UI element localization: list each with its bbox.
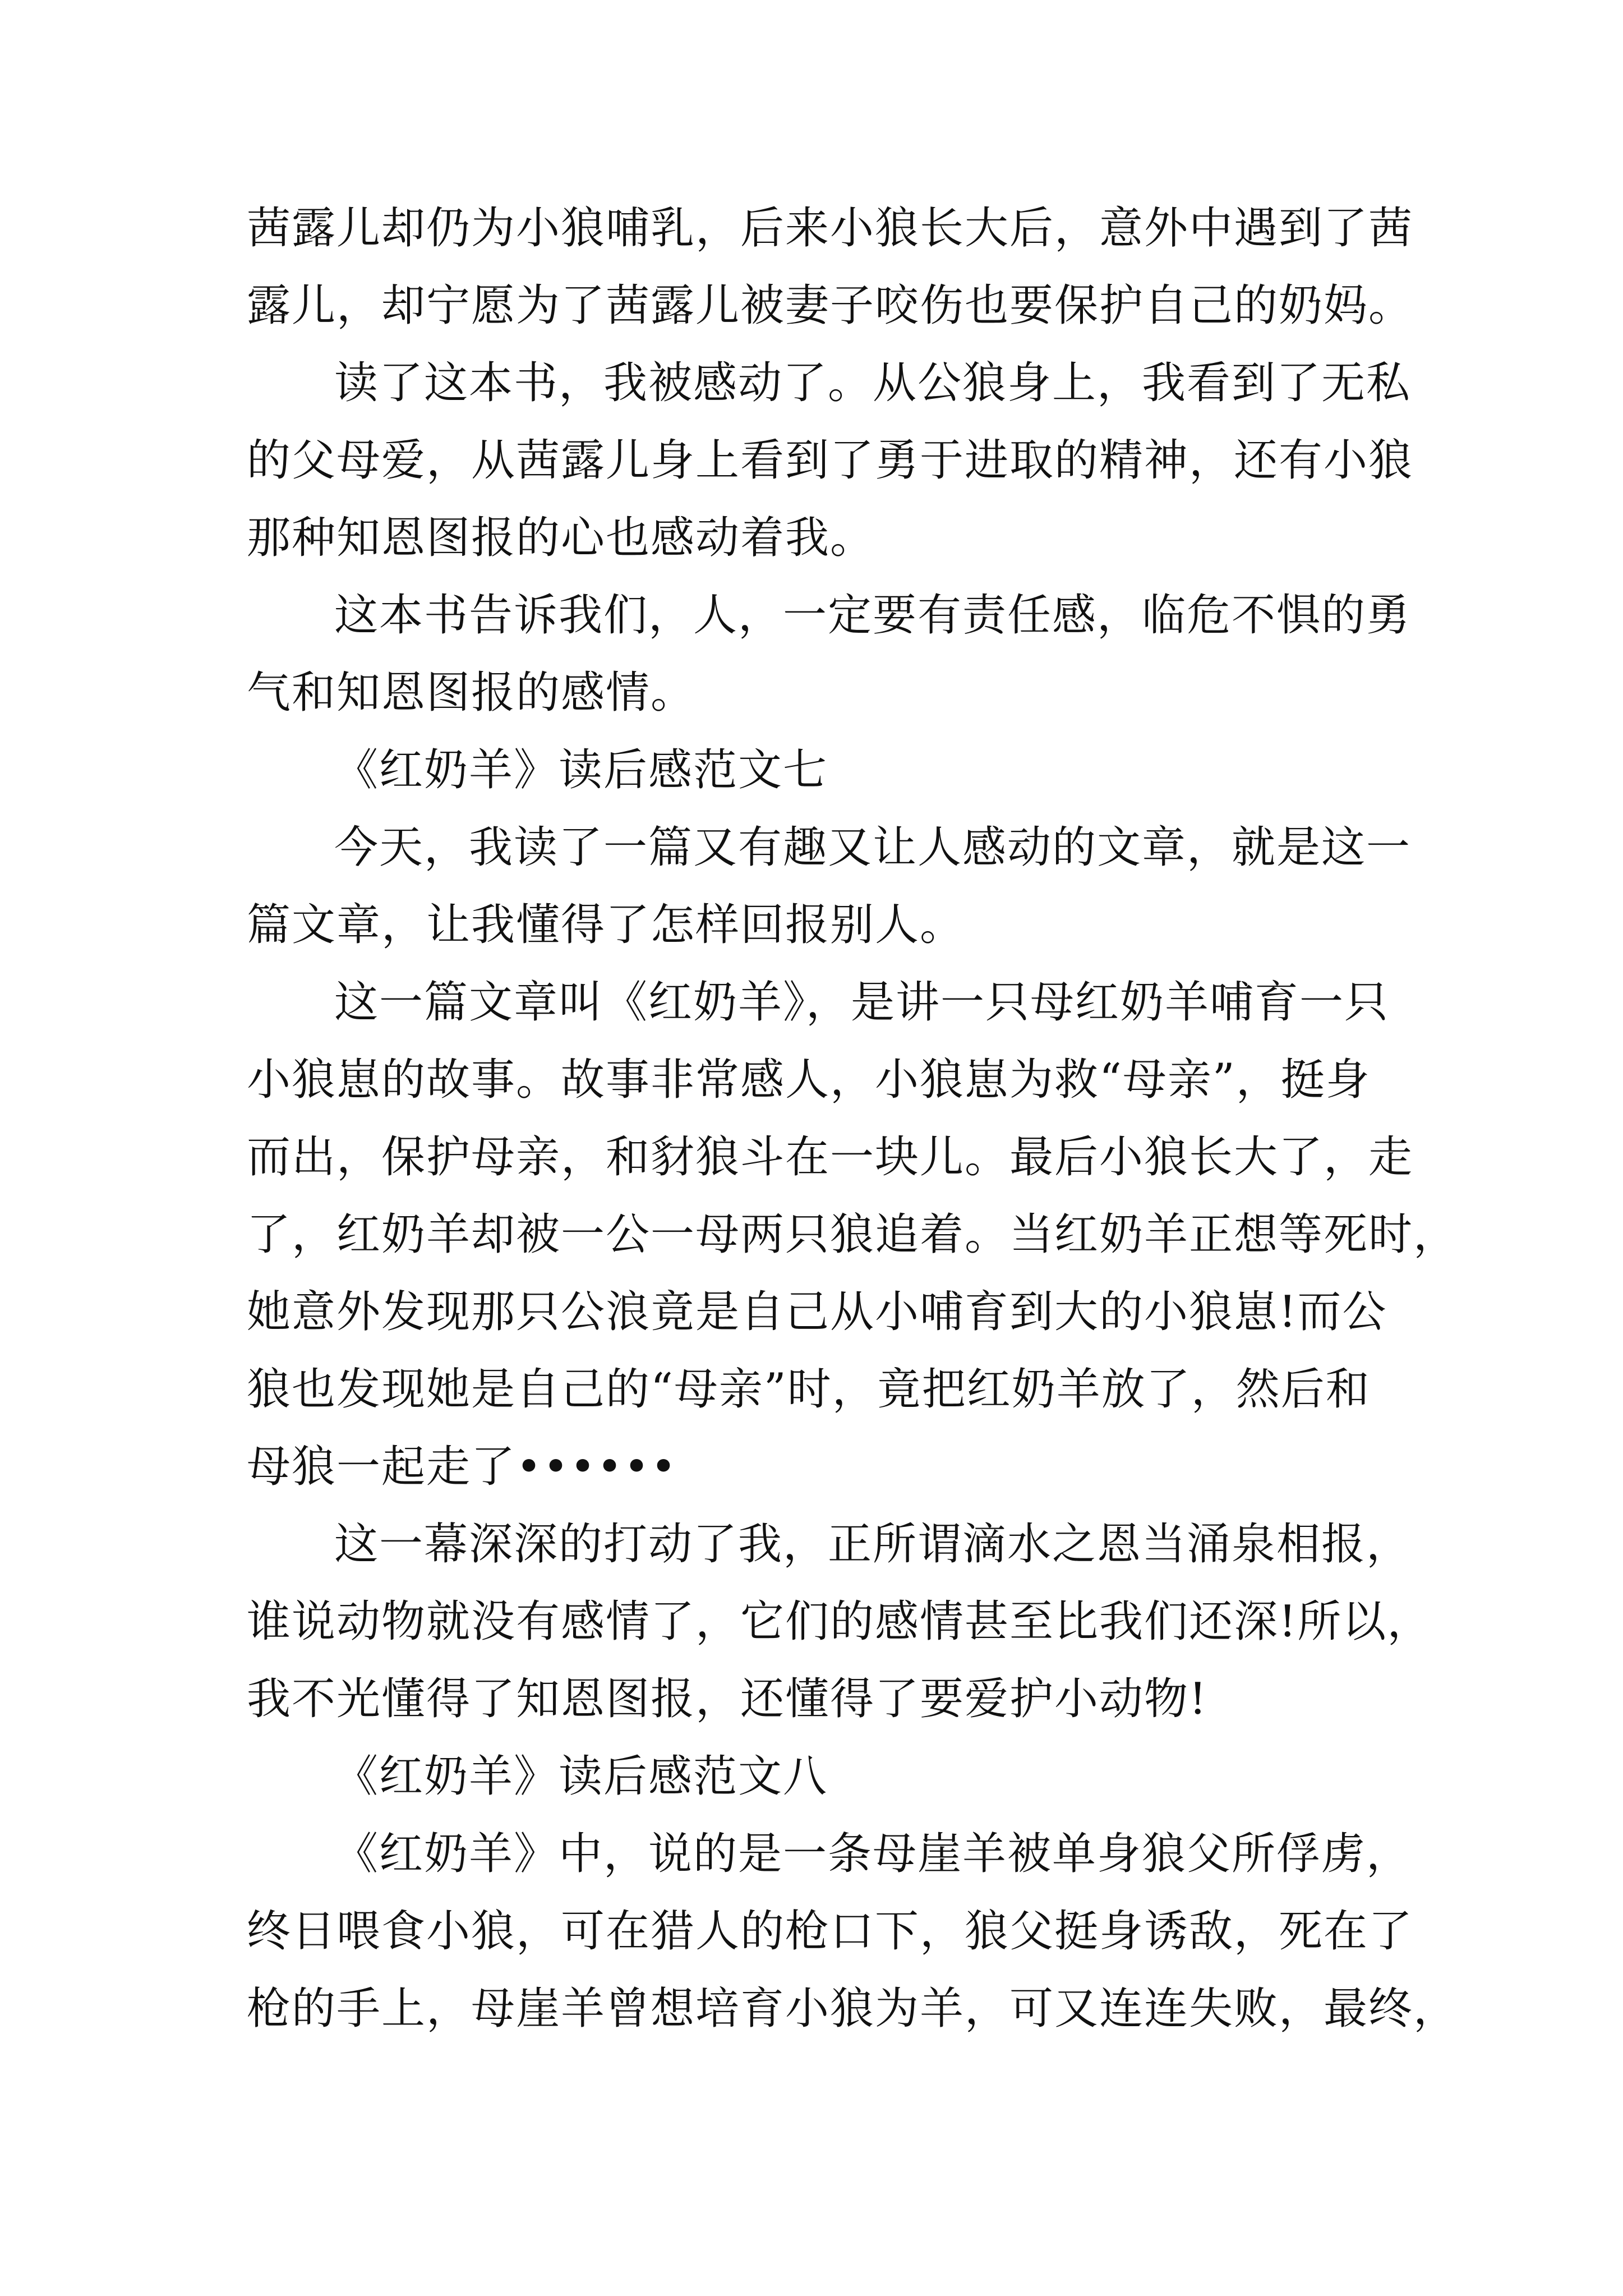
text-line: 狼也发现她是自己的“母亲”时，竟把红奶羊放了，然后和	[247, 1364, 1371, 1415]
paragraph-start-line: 这一篇文章叫《红奶羊》，是讲一只母红奶羊哺育一只	[334, 977, 1390, 1028]
text-line: 而出，保护母亲，和豺狼斗在一块儿。最后小狼长大了，走	[247, 1132, 1414, 1182]
paragraph-start-line: 《红奶羊》中，说的是一条母崖羊被单身狼父所俘虏，	[334, 1829, 1412, 1879]
text-line: 露儿，却宁愿为了茜露儿被妻子咬伤也要保护自己的奶妈。	[247, 280, 1414, 331]
text-line: 她意外发现那只公浪竟是自己从小哺育到大的小狼崽!而公	[247, 1287, 1387, 1337]
paragraph-start-line: 这一幕深深的打动了我，正所谓滴水之恩当涌泉相报，	[334, 1519, 1412, 1570]
text-line: 枪的手上，母崖羊曾想培育小狼为羊，可又连连失败，最终，	[247, 1984, 1459, 2034]
text-line: 篇文章，让我懂得了怎样回报别人。	[247, 900, 965, 950]
section-heading: 《红奶羊》读后感范文七	[334, 745, 828, 795]
text-line: 终日喂食小狼，可在猎人的枪口下，狼父挺身诱敌，死在了	[247, 1906, 1414, 1957]
text-line: 那种知恩图报的心也感动着我。	[247, 513, 875, 563]
text-line: 小狼崽的故事。故事非常感人，小狼崽为救“母亲”，挺身	[247, 1055, 1371, 1105]
text-line: 母狼一起走了••••••	[247, 1442, 678, 1492]
paragraph-start-line: 今天，我读了一篇又有趣又让人感动的文章，就是这一	[334, 822, 1412, 873]
text-line: 我不光懂得了知恩图报，还懂得了要爱护小动物!	[247, 1674, 1208, 1724]
paragraph-start-line: 这本书告诉我们，人，一定要有责任感，临危不惧的勇	[334, 590, 1412, 641]
document-body	[247, 190, 1459, 2047]
text-line: 了，红奶羊却被一公一母两只狼追着。当红奶羊正想等死时，	[247, 1209, 1459, 1260]
section-heading: 《红奶羊》读后感范文八	[334, 1751, 828, 1802]
text-line: 气和知恩图报的感情。	[247, 668, 696, 718]
text-line: 茜露儿却仍为小狼哺乳，后来小狼长大后，意外中遇到了茜	[247, 203, 1414, 254]
text-line: 谁说动物就没有感情了，它们的感情甚至比我们还深!所以，	[247, 1596, 1432, 1647]
text-line: 的父母爱，从茜露儿身上看到了勇于进取的精神，还有小狼	[247, 435, 1414, 486]
paragraph-start-line: 读了这本书，我被感动了。从公狼身上，我看到了无私	[334, 358, 1412, 408]
